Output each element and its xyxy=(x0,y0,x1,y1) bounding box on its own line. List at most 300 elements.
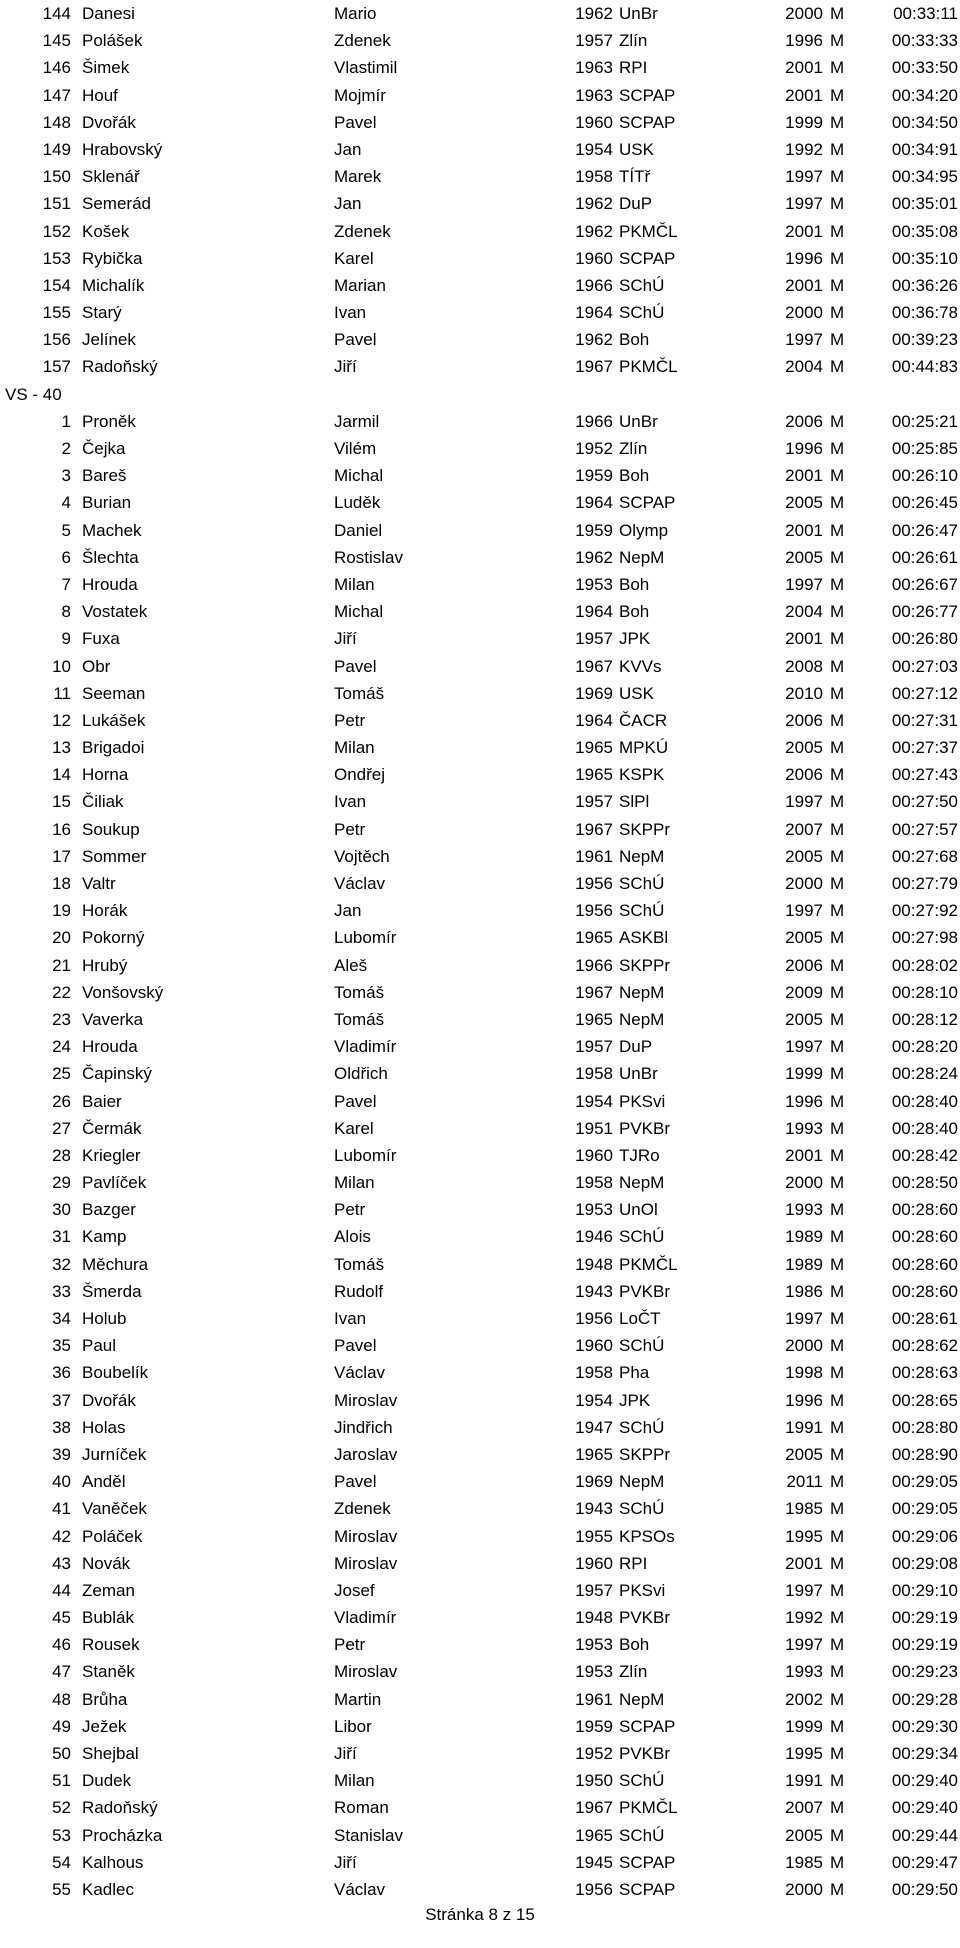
gender-cell: M xyxy=(830,1254,845,1274)
category-year-cell: 1993 xyxy=(785,1200,823,1220)
category-year-cell: 1993 xyxy=(785,1662,823,1682)
surname-cell: Vaverka xyxy=(82,1009,144,1029)
rank-cell: 24 xyxy=(52,1037,71,1057)
surname-cell: Šmerda xyxy=(82,1281,142,1301)
category-year-cell: 1997 xyxy=(785,1635,823,1655)
club-cell: NepM xyxy=(619,1689,665,1709)
club-cell: SCPAP xyxy=(619,1852,676,1872)
time-cell: 00:39:23 xyxy=(891,330,958,350)
birth-year-cell: 1967 xyxy=(575,819,613,839)
birth-year-cell: 1969 xyxy=(575,683,613,703)
table-row xyxy=(0,924,960,951)
table-row xyxy=(0,1278,960,1305)
gender-cell: M xyxy=(830,1472,845,1492)
club-cell: Olymp xyxy=(619,520,669,540)
first-name-cell: Milan xyxy=(334,1173,375,1193)
category-header-row xyxy=(0,381,960,408)
category-year-cell: 2000 xyxy=(785,1173,823,1193)
time-cell: 00:28:62 xyxy=(891,1336,958,1356)
gender-cell: M xyxy=(830,1200,845,1220)
first-name-cell: Tomáš xyxy=(334,683,385,703)
club-cell: Zlín xyxy=(619,439,648,458)
club-cell: NepM xyxy=(619,1472,665,1492)
rank-cell: 3 xyxy=(61,466,71,486)
category-label: VS - 40 xyxy=(5,384,62,404)
table-row xyxy=(0,462,960,489)
gender-cell: M xyxy=(830,656,845,676)
surname-cell: Dudek xyxy=(82,1771,132,1791)
rank-cell: 42 xyxy=(52,1526,71,1546)
rank-cell: 26 xyxy=(52,1091,71,1111)
club-cell: PVKBr xyxy=(619,1608,671,1628)
table-row xyxy=(0,435,960,462)
table-row xyxy=(0,1115,960,1142)
club-cell: JPK xyxy=(619,629,651,649)
club-cell: PVKBr xyxy=(619,1281,671,1301)
first-name-cell: Michal xyxy=(334,466,384,486)
surname-cell: Shejbal xyxy=(82,1744,139,1763)
birth-year-cell: 1960 xyxy=(575,1336,613,1356)
surname-cell: Paul xyxy=(82,1336,117,1356)
surname-cell: Machek xyxy=(82,520,142,540)
time-cell: 00:29:19 xyxy=(891,1608,958,1628)
first-name-cell: Václav xyxy=(334,874,386,893)
gender-cell: M xyxy=(830,1580,845,1600)
birth-year-cell: 1964 xyxy=(575,303,613,323)
surname-cell: Sommer xyxy=(82,846,147,866)
time-cell: 00:29:05 xyxy=(891,1472,958,1492)
rank-cell: 9 xyxy=(61,629,71,649)
gender-cell: M xyxy=(830,31,845,51)
surname-cell: Soukup xyxy=(82,819,140,839)
surname-cell: Boubelík xyxy=(82,1363,149,1383)
time-cell: 00:33:50 xyxy=(891,58,958,78)
club-cell: Boh xyxy=(619,574,650,594)
first-name-cell: Aleš xyxy=(334,955,368,975)
birth-year-cell: 1964 xyxy=(575,602,613,622)
table-row xyxy=(0,54,960,81)
birth-year-cell: 1956 xyxy=(575,874,613,893)
first-name-cell: Vojtěch xyxy=(334,846,390,866)
table-row xyxy=(0,1550,960,1577)
table-row xyxy=(0,1169,960,1196)
table-row xyxy=(0,1196,960,1223)
time-cell: 00:28:42 xyxy=(891,1145,958,1165)
rank-cell: 155 xyxy=(42,303,71,323)
time-cell: 00:28:90 xyxy=(891,1444,958,1464)
club-cell: UnOl xyxy=(619,1200,658,1220)
table-row xyxy=(0,1033,960,1060)
rank-cell: 153 xyxy=(42,248,71,268)
rank-cell: 146 xyxy=(42,58,71,78)
surname-cell: Hrouda xyxy=(82,574,138,594)
club-cell: UnBr xyxy=(619,411,658,431)
rank-cell: 34 xyxy=(52,1309,71,1328)
time-cell: 00:29:08 xyxy=(891,1553,958,1573)
club-cell: JPK xyxy=(619,1390,651,1410)
first-name-cell: Tomáš xyxy=(334,1009,385,1029)
surname-cell: Radoňský xyxy=(82,1798,158,1818)
birth-year-cell: 1967 xyxy=(575,982,613,1002)
birth-year-cell: 1953 xyxy=(575,1200,613,1220)
birth-year-cell: 1955 xyxy=(575,1526,613,1546)
time-cell: 00:28:40 xyxy=(891,1091,958,1111)
surname-cell: Jurníček xyxy=(82,1444,147,1464)
surname-cell: Čiliak xyxy=(82,792,124,812)
first-name-cell: Mojmír xyxy=(334,85,386,105)
category-year-cell: 2000 xyxy=(785,1879,823,1899)
birth-year-cell: 1945 xyxy=(575,1852,613,1872)
gender-cell: M xyxy=(830,602,845,622)
time-cell: 00:26:47 xyxy=(891,520,958,540)
club-cell: UnBr xyxy=(619,4,658,23)
birth-year-cell: 1960 xyxy=(575,112,613,132)
surname-cell: Rybička xyxy=(82,248,143,268)
surname-cell: Bazger xyxy=(82,1200,136,1220)
time-cell: 00:26:61 xyxy=(891,547,958,567)
category-year-cell: 2001 xyxy=(785,466,823,486)
surname-cell: Kriegler xyxy=(82,1145,141,1165)
birth-year-cell: 1959 xyxy=(575,466,613,486)
table-row xyxy=(0,1468,960,1495)
category-year-cell: 1992 xyxy=(785,1608,823,1628)
surname-cell: Lukášek xyxy=(82,710,146,730)
gender-cell: M xyxy=(830,738,845,758)
club-cell: Zlín xyxy=(619,31,648,51)
surname-cell: Hrubý xyxy=(82,955,128,975)
rank-cell: 14 xyxy=(52,765,71,785)
birth-year-cell: 1964 xyxy=(575,710,613,730)
first-name-cell: Tomáš xyxy=(334,982,385,1002)
gender-cell: M xyxy=(830,1553,845,1573)
category-year-cell: 2001 xyxy=(785,1145,823,1165)
club-cell: SChÚ xyxy=(619,874,665,893)
first-name-cell: Roman xyxy=(334,1798,389,1818)
surname-cell: Proněk xyxy=(82,411,136,431)
club-cell: Boh xyxy=(619,602,650,622)
surname-cell: Vonšovský xyxy=(82,982,164,1002)
birth-year-cell: 1960 xyxy=(575,1553,613,1573)
birth-year-cell: 1965 xyxy=(575,1825,613,1845)
gender-cell: M xyxy=(830,1281,845,1301)
table-row xyxy=(0,952,960,979)
first-name-cell: Jarmil xyxy=(334,411,380,431)
first-name-cell: Jan xyxy=(334,901,362,921)
time-cell: 00:34:91 xyxy=(891,139,958,159)
table-row xyxy=(0,680,960,707)
gender-cell: M xyxy=(830,1852,845,1872)
surname-cell: Burian xyxy=(82,493,132,513)
gender-cell: M xyxy=(830,1635,845,1655)
gender-cell: M xyxy=(830,1716,845,1736)
category-year-cell: 1985 xyxy=(785,1499,823,1519)
club-cell: ASKBl xyxy=(619,928,669,948)
rank-cell: 41 xyxy=(52,1499,71,1519)
rank-cell: 7 xyxy=(61,574,71,594)
surname-cell: Čapinský xyxy=(82,1064,152,1084)
rank-cell: 10 xyxy=(52,656,71,676)
gender-cell: M xyxy=(830,1064,845,1084)
gender-cell: M xyxy=(830,1444,845,1464)
rank-cell: 154 xyxy=(42,275,71,295)
time-cell: 00:29:40 xyxy=(891,1771,958,1791)
table-row xyxy=(0,734,960,761)
surname-cell: Michalík xyxy=(82,275,145,295)
first-name-cell: Miroslav xyxy=(334,1662,398,1682)
time-cell: 00:29:28 xyxy=(891,1689,958,1709)
birth-year-cell: 1953 xyxy=(575,574,613,594)
category-year-cell: 1997 xyxy=(785,330,823,350)
surname-cell: Bublák xyxy=(82,1608,134,1628)
club-cell: PKSvi xyxy=(619,1580,666,1600)
first-name-cell: Stanislav xyxy=(334,1825,403,1845)
table-row xyxy=(0,1223,960,1250)
category-year-cell: 2002 xyxy=(785,1689,823,1709)
birth-year-cell: 1954 xyxy=(575,1390,613,1410)
first-name-cell: Karel xyxy=(334,248,374,268)
category-year-cell: 2005 xyxy=(785,1009,823,1029)
category-year-cell: 1986 xyxy=(785,1281,823,1301)
surname-cell: Semerád xyxy=(82,194,151,214)
surname-cell: Kamp xyxy=(82,1227,127,1247)
category-year-cell: 1995 xyxy=(785,1526,823,1546)
time-cell: 00:28:65 xyxy=(891,1390,958,1410)
gender-cell: M xyxy=(830,248,845,268)
rank-cell: 148 xyxy=(42,112,71,132)
rank-cell: 53 xyxy=(52,1825,71,1845)
first-name-cell: Jiří xyxy=(334,357,357,377)
first-name-cell: Lubomír xyxy=(334,928,397,948)
rank-cell: 147 xyxy=(42,85,71,105)
time-cell: 00:28:80 xyxy=(891,1417,958,1437)
category-year-cell: 2008 xyxy=(785,656,823,676)
first-name-cell: Michal xyxy=(334,602,384,622)
table-row xyxy=(0,571,960,598)
first-name-cell: Rudolf xyxy=(334,1281,384,1301)
surname-cell: Novák xyxy=(82,1553,131,1573)
first-name-cell: Petr xyxy=(334,1635,366,1655)
surname-cell: Pavlíček xyxy=(82,1173,147,1193)
category-year-cell: 2000 xyxy=(785,303,823,323)
birth-year-cell: 1951 xyxy=(575,1118,613,1138)
birth-year-cell: 1967 xyxy=(575,357,613,377)
category-year-cell: 2009 xyxy=(785,982,823,1002)
first-name-cell: Miroslav xyxy=(334,1390,398,1410)
birth-year-cell: 1947 xyxy=(575,1417,613,1437)
time-cell: 00:33:11 xyxy=(893,4,958,23)
rank-cell: 43 xyxy=(52,1553,71,1573)
club-cell: Zlín xyxy=(619,1662,648,1682)
first-name-cell: Ivan xyxy=(334,792,367,812)
surname-cell: Čermák xyxy=(82,1118,142,1138)
rank-cell: 55 xyxy=(52,1879,71,1899)
gender-cell: M xyxy=(830,466,845,486)
gender-cell: M xyxy=(830,112,845,132)
table-row xyxy=(0,1794,960,1821)
birth-year-cell: 1953 xyxy=(575,1635,613,1655)
rank-cell: 45 xyxy=(52,1608,71,1628)
category-year-cell: 2000 xyxy=(785,4,823,23)
gender-cell: M xyxy=(830,1417,845,1437)
birth-year-cell: 1960 xyxy=(575,1145,613,1165)
birth-year-cell: 1962 xyxy=(575,4,613,23)
club-cell: SKPPr xyxy=(619,1444,671,1464)
rank-cell: 51 xyxy=(52,1771,71,1791)
gender-cell: M xyxy=(830,846,845,866)
club-cell: PKMČL xyxy=(619,221,678,241)
time-cell: 00:29:19 xyxy=(891,1635,958,1655)
first-name-cell: Karel xyxy=(334,1118,374,1138)
gender-cell: M xyxy=(830,765,845,785)
category-year-cell: 1989 xyxy=(785,1254,823,1274)
time-cell: 00:27:12 xyxy=(891,683,958,703)
surname-cell: Kalhous xyxy=(82,1852,144,1872)
gender-cell: M xyxy=(830,1798,845,1818)
surname-cell: Šimek xyxy=(82,58,130,78)
gender-cell: M xyxy=(830,1879,845,1899)
category-year-cell: 1999 xyxy=(785,112,823,132)
surname-cell: Fuxa xyxy=(82,629,120,649)
club-cell: ČACR xyxy=(619,710,668,730)
table-row xyxy=(0,1359,960,1386)
gender-cell: M xyxy=(830,493,845,513)
club-cell: KSPK xyxy=(619,765,665,785)
time-cell: 00:27:57 xyxy=(891,819,958,839)
first-name-cell: Milan xyxy=(334,1771,375,1791)
time-cell: 00:29:47 xyxy=(891,1852,958,1872)
gender-cell: M xyxy=(830,330,845,350)
rank-cell: 52 xyxy=(52,1798,71,1818)
rank-cell: 22 xyxy=(52,982,71,1002)
table-row xyxy=(0,1495,960,1522)
table-row xyxy=(0,1251,960,1278)
time-cell: 00:27:03 xyxy=(891,656,958,676)
surname-cell: Horák xyxy=(82,901,128,921)
time-cell: 00:28:63 xyxy=(891,1363,958,1383)
time-cell: 00:27:50 xyxy=(891,792,958,812)
time-cell: 00:26:67 xyxy=(891,574,958,594)
birth-year-cell: 1964 xyxy=(575,493,613,513)
first-name-cell: Jiří xyxy=(334,1744,357,1763)
rank-cell: 1 xyxy=(61,411,71,431)
table-row xyxy=(0,109,960,136)
birth-year-cell: 1943 xyxy=(575,1499,613,1519)
club-cell: PVKBr xyxy=(619,1118,671,1138)
rank-cell: 8 xyxy=(61,602,71,622)
category-year-cell: 2011 xyxy=(786,1472,823,1492)
table-row xyxy=(0,843,960,870)
club-cell: SlPl xyxy=(619,792,650,812)
gender-cell: M xyxy=(830,1499,845,1519)
category-year-cell: 1996 xyxy=(785,439,823,458)
surname-cell: Horna xyxy=(82,765,129,785)
surname-cell: Brůha xyxy=(82,1689,128,1709)
rank-cell: 25 xyxy=(52,1064,71,1084)
surname-cell: Bareš xyxy=(82,466,127,486)
first-name-cell: Luděk xyxy=(334,493,381,513)
first-name-cell: Marek xyxy=(334,167,382,187)
first-name-cell: Zdenek xyxy=(334,31,391,51)
birth-year-cell: 1969 xyxy=(575,1472,613,1492)
category-year-cell: 1996 xyxy=(785,1091,823,1111)
gender-cell: M xyxy=(830,411,845,431)
club-cell: PVKBr xyxy=(619,1744,671,1763)
club-cell: SCPAP xyxy=(619,248,676,268)
gender-cell: M xyxy=(830,1744,845,1763)
birth-year-cell: 1963 xyxy=(575,58,613,78)
first-name-cell: Marian xyxy=(334,275,386,295)
surname-cell: Obr xyxy=(82,656,111,676)
category-year-cell: 1997 xyxy=(785,792,823,812)
rank-cell: 32 xyxy=(52,1254,71,1274)
table-row xyxy=(0,1686,960,1713)
club-cell: SChÚ xyxy=(619,1336,665,1356)
first-name-cell: Pavel xyxy=(334,656,377,676)
rank-cell: 12 xyxy=(52,710,71,730)
category-year-cell: 1996 xyxy=(785,1390,823,1410)
rank-cell: 46 xyxy=(52,1635,71,1655)
rank-cell: 18 xyxy=(52,874,71,893)
rank-cell: 27 xyxy=(52,1118,71,1138)
time-cell: 00:28:60 xyxy=(891,1281,958,1301)
gender-cell: M xyxy=(830,683,845,703)
table-row xyxy=(0,1387,960,1414)
time-cell: 00:29:23 xyxy=(891,1662,958,1682)
category-year-cell: 2001 xyxy=(785,275,823,295)
club-cell: DuP xyxy=(619,194,653,214)
table-row xyxy=(0,1631,960,1658)
birth-year-cell: 1953 xyxy=(575,1662,613,1682)
gender-cell: M xyxy=(830,982,845,1002)
time-cell: 00:26:77 xyxy=(891,602,958,622)
table-row xyxy=(0,517,960,544)
rank-cell: 38 xyxy=(52,1417,71,1437)
club-cell: SCPAP xyxy=(619,1879,676,1899)
time-cell: 00:28:02 xyxy=(891,955,958,975)
surname-cell: Staněk xyxy=(82,1662,135,1682)
gender-cell: M xyxy=(830,357,845,377)
category-year-cell: 1996 xyxy=(785,31,823,51)
time-cell: 00:28:60 xyxy=(891,1254,958,1274)
gender-cell: M xyxy=(830,4,845,23)
category-year-cell: 1991 xyxy=(785,1771,823,1791)
category-year-cell: 1997 xyxy=(785,1309,823,1328)
surname-cell: Anděl xyxy=(82,1472,126,1492)
surname-cell: Vaněček xyxy=(82,1499,147,1519)
first-name-cell: Miroslav xyxy=(334,1526,398,1546)
category-year-cell: 2006 xyxy=(785,955,823,975)
surname-cell: Zeman xyxy=(82,1580,135,1600)
birth-year-cell: 1966 xyxy=(575,411,613,431)
rank-cell: 33 xyxy=(52,1281,71,1301)
rank-cell: 15 xyxy=(52,792,71,812)
club-cell: SCPAP xyxy=(619,1716,676,1736)
time-cell: 00:29:06 xyxy=(891,1526,958,1546)
birth-year-cell: 1954 xyxy=(575,139,613,159)
time-cell: 00:27:92 xyxy=(891,901,958,921)
surname-cell: Starý xyxy=(82,303,122,323)
birth-year-cell: 1957 xyxy=(575,792,613,812)
club-cell: SChÚ xyxy=(619,1825,665,1845)
birth-year-cell: 1958 xyxy=(575,1064,613,1084)
category-year-cell: 2006 xyxy=(785,765,823,785)
surname-cell: Valtr xyxy=(82,874,116,893)
rank-cell: 144 xyxy=(42,4,71,23)
gender-cell: M xyxy=(830,1118,845,1138)
rank-cell: 37 xyxy=(52,1390,71,1410)
gender-cell: M xyxy=(830,792,845,812)
rank-cell: 6 xyxy=(61,547,71,567)
